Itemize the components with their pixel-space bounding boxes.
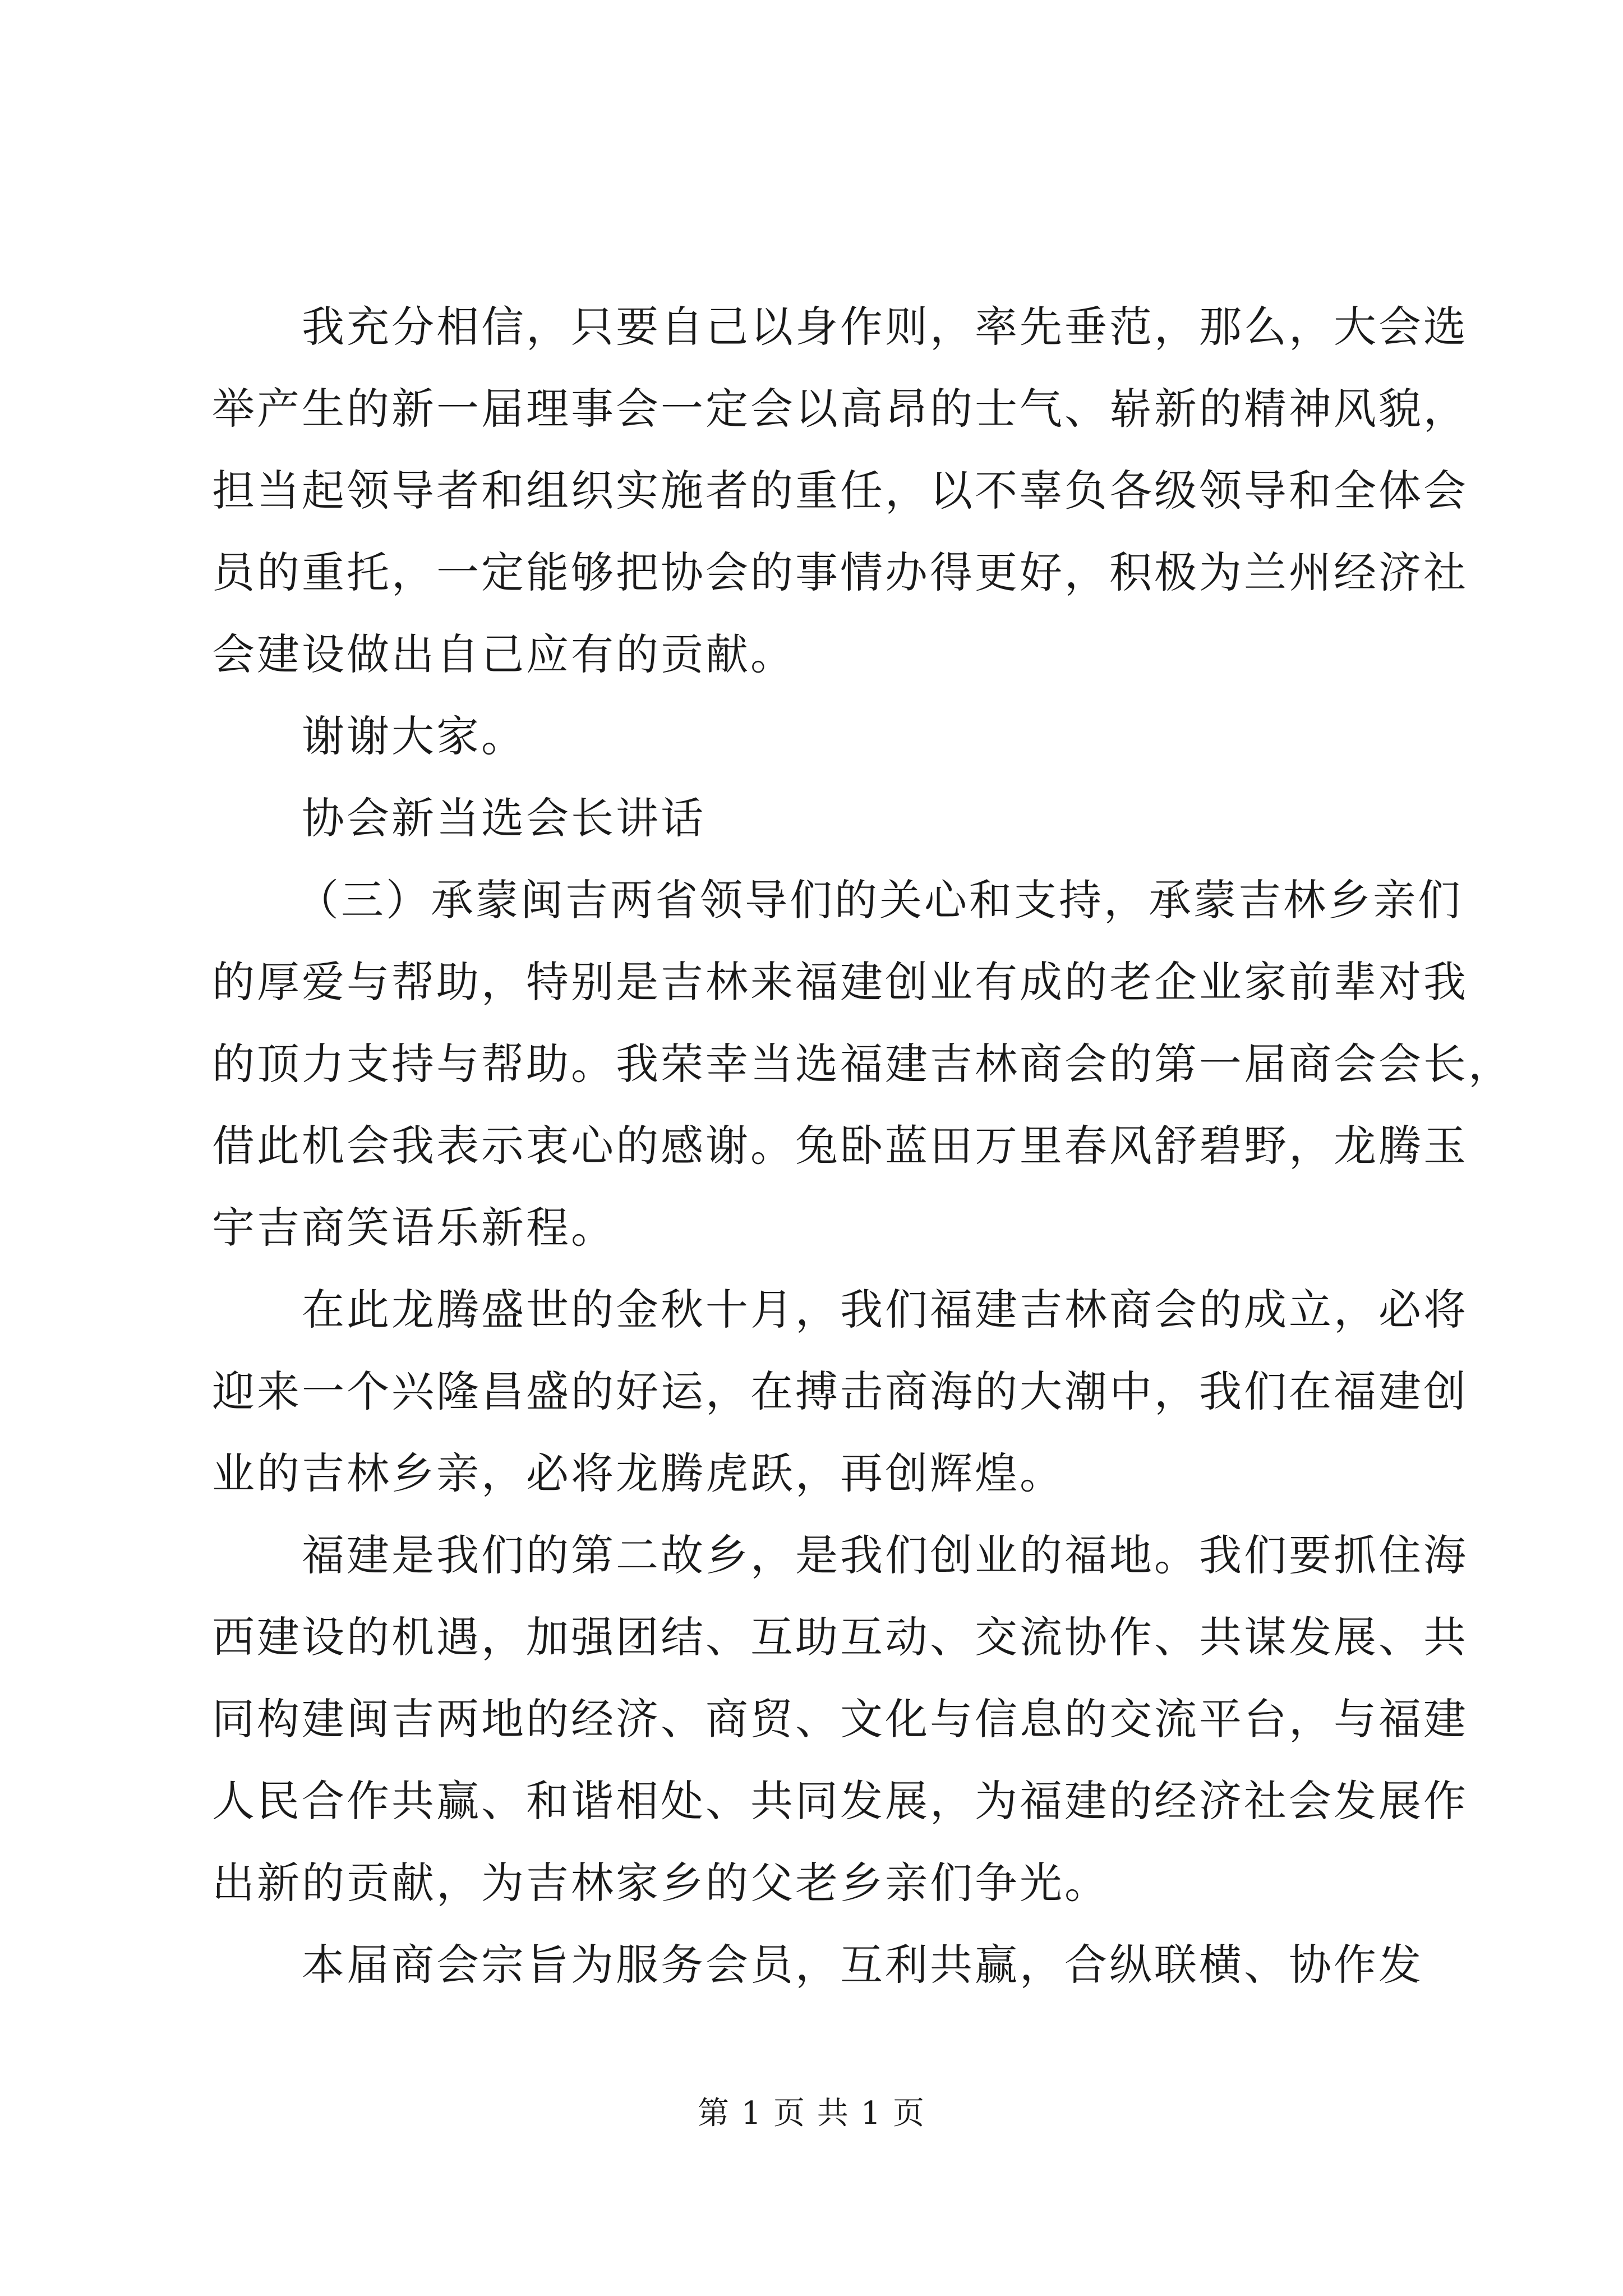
paragraph-line: 本届商会宗旨为服务会员，互利共赢，合纵联横、协作发 (302, 1940, 1423, 1990)
paragraph-line: 同构建闽吉两地的经济、商贸、文化与信息的交流平台，与福建 (212, 1694, 1468, 1744)
paragraph-line: （三）承蒙闽吉两省领导们的关心和支持，承蒙吉林乡亲们 (296, 875, 1463, 925)
paragraph-line: 的厚爱与帮助，特别是吉林来福建创业有成的老企业家前辈对我 (212, 957, 1468, 1007)
paragraph-line: 我充分相信，只要自己以身作则，率先垂范，那么，大会选 (302, 302, 1468, 352)
paragraph-line: 西建设的机遇，加强团结、互助互动、交流协作、共谋发展、共 (212, 1612, 1468, 1662)
paragraph-line: 举产生的新一届理事会一定会以高昂的士气、崭新的精神风貌， (212, 384, 1468, 434)
page-number-footer: 第 1 页 共 1 页 (697, 2095, 926, 2132)
paragraph-line: 会建设做出自己应有的贡献。 (212, 629, 795, 679)
paragraph-line: 人民合作共赢、和谐相处、共同发展，为福建的经济社会发展作 (212, 1776, 1468, 1826)
section-heading: 协会新当选会长讲话 (302, 793, 706, 843)
paragraph-line: 出新的贡献，为吉林家乡的父老乡亲们争光。 (212, 1858, 1109, 1908)
paragraph-line: 迎来一个兴隆昌盛的好运，在搏击商海的大潮中，我们在福建创 (212, 1366, 1468, 1416)
paragraph-line: 员的重托，一定能够把协会的事情办得更好，积极为兰州经济社 (212, 547, 1468, 597)
document-body (212, 286, 1513, 2006)
paragraph-line: 的顶力支持与帮助。我荣幸当选福建吉林商会的第一届商会会长， (212, 1039, 1513, 1089)
paragraph-line: 借此机会我表示衷心的感谢。兔卧蓝田万里春风舒碧野，龙腾玉 (212, 1121, 1468, 1171)
paragraph-line: 谢谢大家。 (302, 711, 526, 761)
paragraph-line: 业的吉林乡亲，必将龙腾虎跃，再创辉煌。 (212, 1448, 1064, 1498)
paragraph-line: 在此龙腾盛世的金秋十月，我们福建吉林商会的成立，必将 (302, 1285, 1468, 1335)
paragraph-line: 福建是我们的第二故乡，是我们创业的福地。我们要抓住海 (302, 1530, 1468, 1580)
paragraph-line: 宇吉商笑语乐新程。 (212, 1203, 616, 1253)
paragraph-line: 担当起领导者和组织实施者的重任，以不辜负各级领导和全体会 (212, 466, 1468, 516)
